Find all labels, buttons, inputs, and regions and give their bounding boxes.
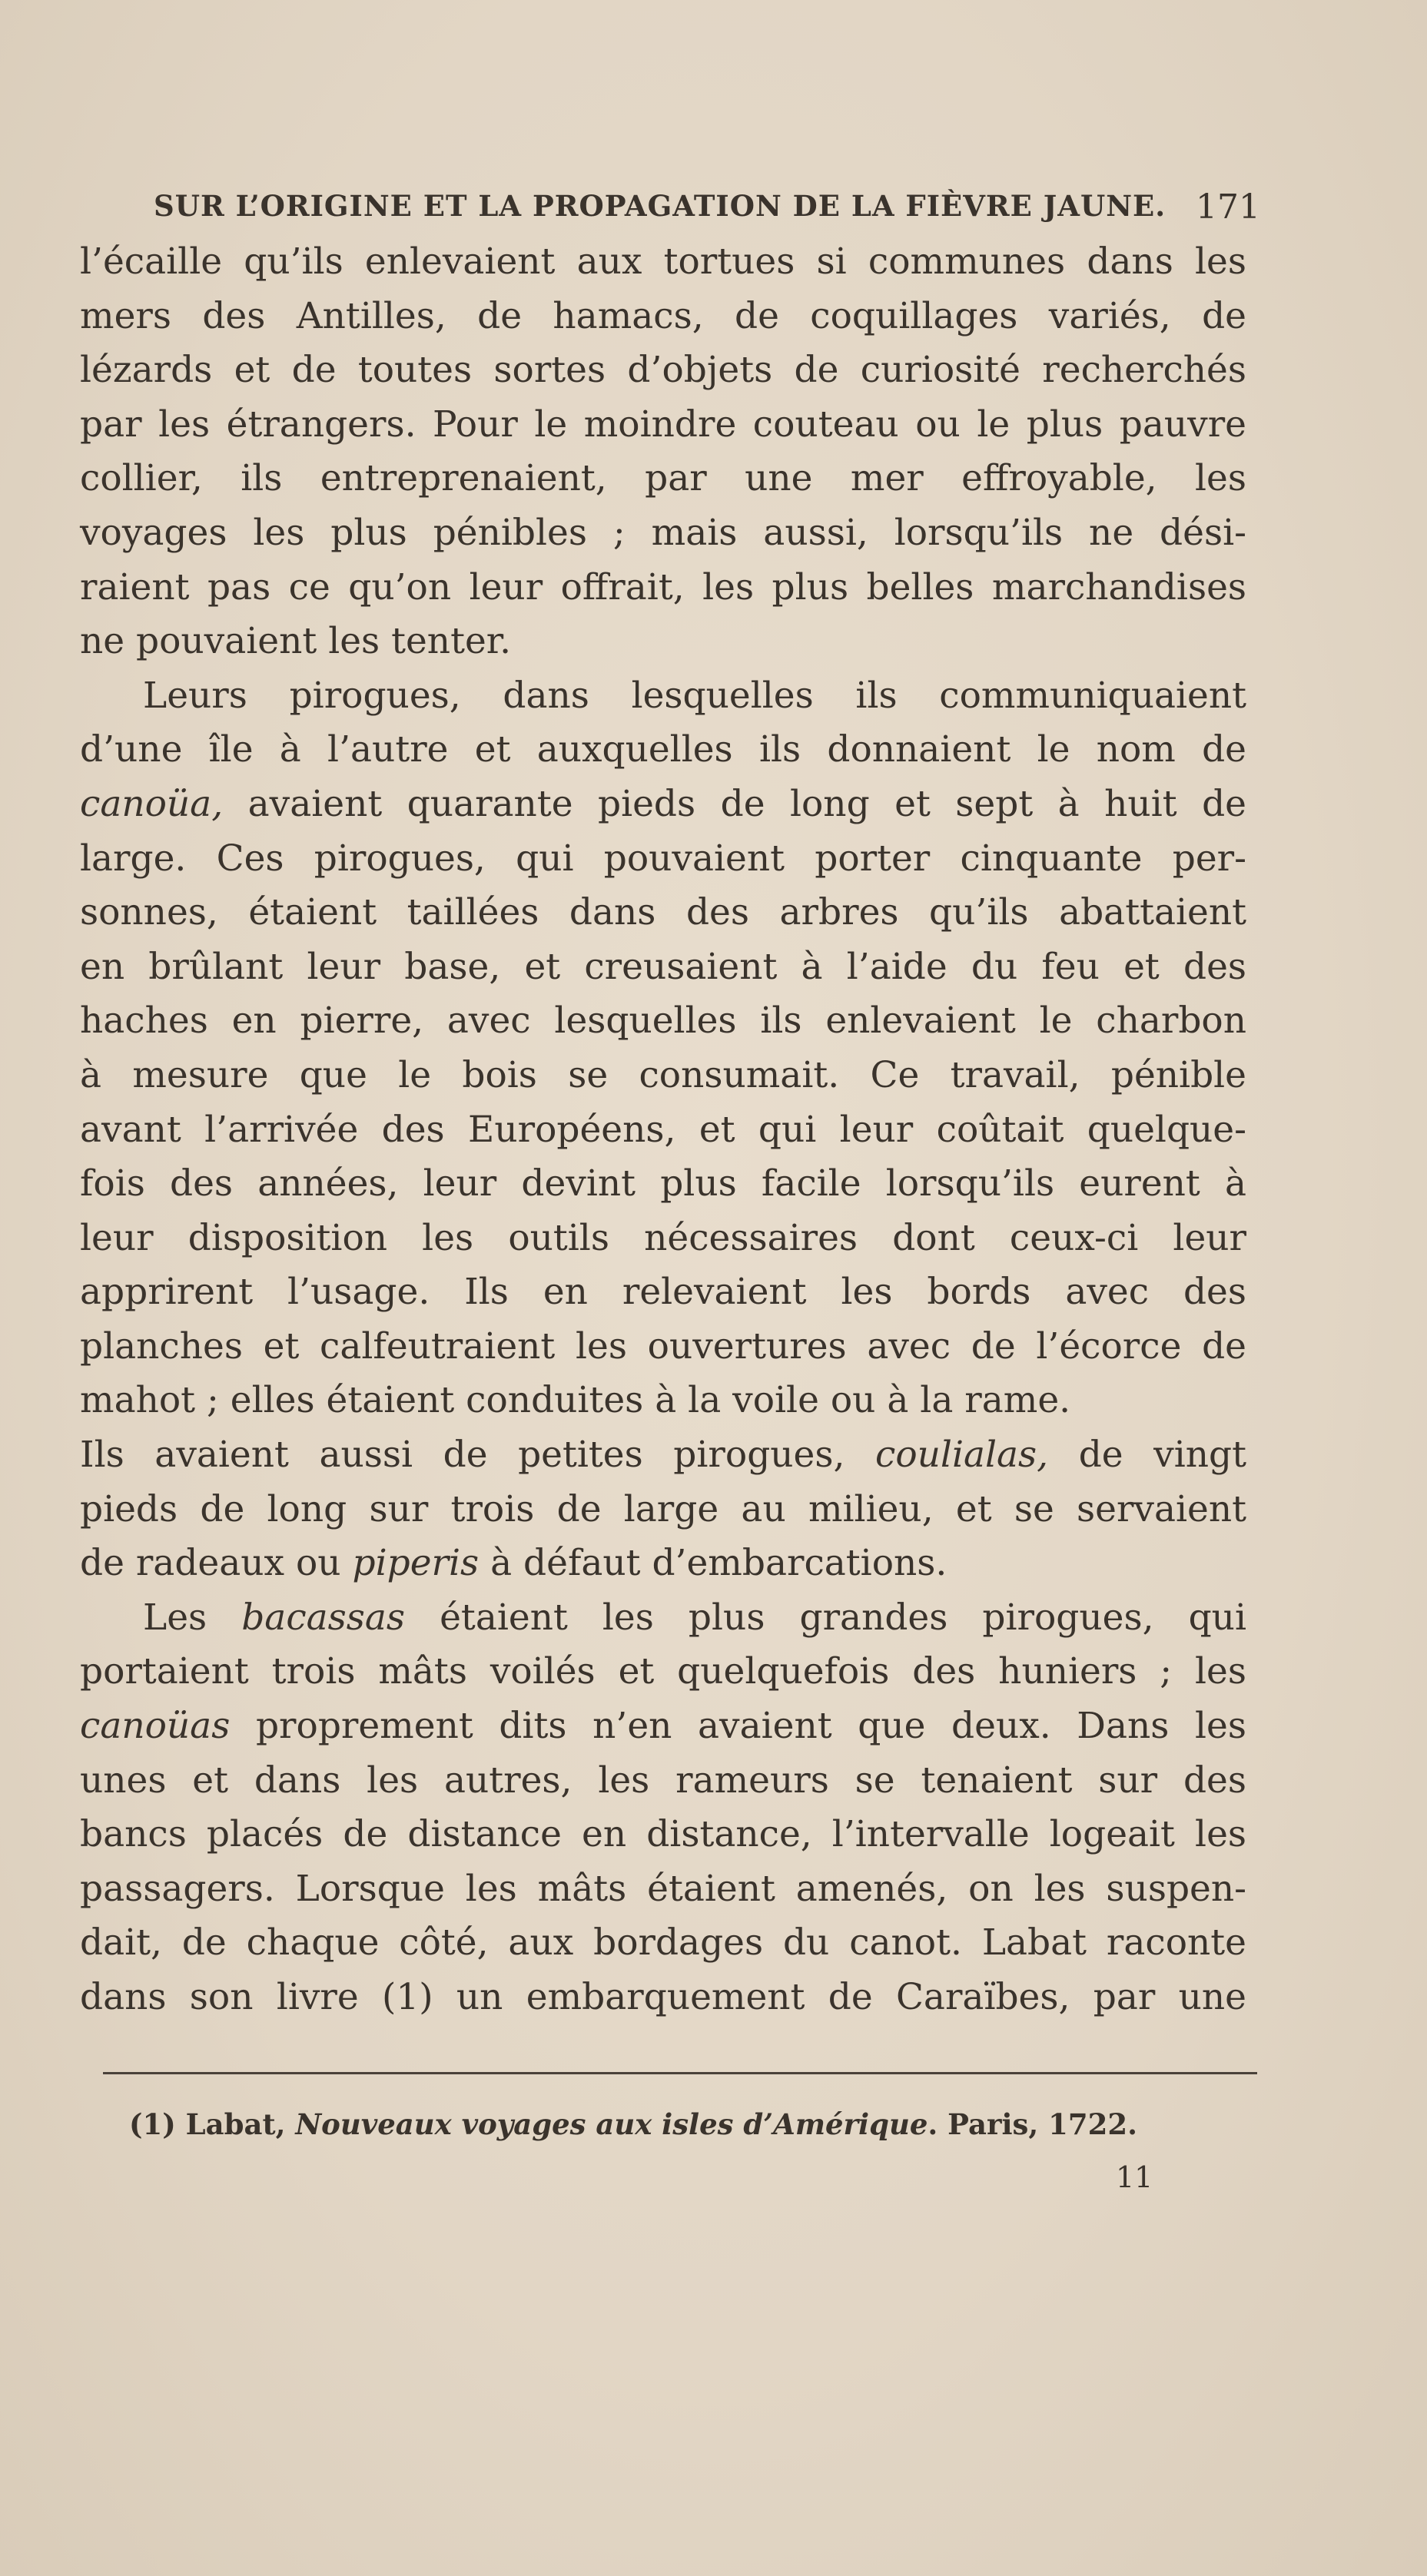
footnote <box>129 2107 1137 2141</box>
signature-mark: 11 <box>1116 2160 1153 2194</box>
footnote-prefix: (1) Labat, <box>129 2107 296 2141</box>
text-line: pieds de long sur trois de large au milieu, et se servaient <box>80 1487 1246 1530</box>
text-line: avant l’arrivée des Européens, et qui leur coûtait quelque- <box>80 1108 1246 1151</box>
text-line: passagers. Lorsque les mâts étaient amenés, on les suspen- <box>80 1867 1246 1910</box>
text-line: Leurs pirogues, dans lesquelles ils communiquaient <box>143 674 1246 717</box>
text-line: planches et calfeutraient les ouvertures avec de l’écorce de <box>80 1324 1246 1368</box>
italic-term: bacassas <box>241 1596 406 1639</box>
text-line: sonnes, étaient taillées dans des arbres qu’ils abattaient <box>80 891 1246 934</box>
italic-term: canoüa, <box>80 782 224 825</box>
footnote-rule <box>103 2072 1257 2074</box>
text-fragment: de radeaux ou <box>80 1542 341 1585</box>
running-head: SUR L’ORIGINE ET LA PROPAGATION DE LA FIÈVRE JAUNE. <box>154 189 1166 223</box>
footnote-suffix: . Paris, 1722. <box>928 2107 1137 2141</box>
text-line: en brûlant leur base, et creusaient à l’aide du feu et des <box>80 945 1246 988</box>
text-line: d’une île à l’autre et auxquelles ils donnaient le nom de <box>80 728 1246 771</box>
text-fragment: de vingt <box>1048 1434 1247 1477</box>
text-line: mers des Antilles, de hamacs, de coquillages variés, de <box>80 294 1246 337</box>
text-line <box>80 777 1246 832</box>
text-line: par les étrangers. Pour le moindre couteau ou le plus pauvre <box>80 403 1246 446</box>
text-line: ne pouvaient les tenter. <box>80 620 512 663</box>
text-line: voyages les plus pénibles ; mais aussi, lorsqu’ils ne dési- <box>80 511 1246 554</box>
text-line: lézards et de toutes sortes d’objets de curiosité recherchés <box>80 349 1246 392</box>
text-fragment: Les <box>143 1596 207 1639</box>
page-number: 171 <box>1196 187 1260 227</box>
text-line <box>80 1537 1246 1591</box>
italic-term: canoüas <box>80 1705 231 1748</box>
text-line: unes et dans les autres, les rameurs se tenaient sur des <box>80 1759 1246 1802</box>
text-line: collier, ils entreprenaient, par une mer effroyable, les <box>80 457 1246 500</box>
body-text <box>80 235 1246 2025</box>
text-line <box>80 1699 1246 1754</box>
text-line: dait, de chaque côté, aux bordages du canot. Labat raconte <box>80 1921 1246 1964</box>
text-line: fois des années, leur devint plus facile lorsqu’ils eurent à <box>80 1162 1246 1205</box>
text-line: à mesure que le bois se consumait. Ce travail, pénible <box>80 1053 1246 1096</box>
text-line: portaient trois mâts voilés et quelquefois des huniers ; les <box>80 1650 1246 1693</box>
text-line: leur disposition les outils nécessaires dont ceux-ci leur <box>80 1216 1246 1259</box>
text-line <box>80 1428 1246 1483</box>
italic-term: piperis <box>352 1542 480 1585</box>
text-fragment: à défaut d’embarcations. <box>479 1542 947 1585</box>
text-line <box>80 1591 1246 1646</box>
text-fragment: étaient les plus grandes pirogues, qui <box>405 1596 1246 1639</box>
text-line: haches en pierre, avec lesquelles ils enlevaient le charbon <box>80 1000 1246 1043</box>
text-line: dans son livre (1) un embarquement de Caraïbes, par une <box>80 1976 1246 2018</box>
text-fragment: Ils avaient aussi de petites pirogues, <box>80 1434 845 1477</box>
page-header <box>154 181 1260 235</box>
text-line: mahot ; elles étaient conduites à la voile ou à la rame. <box>80 1379 1071 1422</box>
italic-term: coulialas, <box>875 1434 1049 1477</box>
text-fragment: avaient quarante pieds de long et sept à huit de <box>223 782 1246 825</box>
text-line: l’écaille qu’ils enlevaient aux tortues si communes dans les <box>80 240 1246 283</box>
text-fragment: proprement dits n’en avaient que deux. Dans les <box>255 1705 1246 1748</box>
text-line: large. Ces pirogues, qui pouvaient porter cinquante per- <box>80 837 1246 880</box>
text-line: raient pas ce qu’on leur offrait, les plus belles marchandises <box>80 565 1246 608</box>
footnote-title: Nouveaux voyages aux isles d’Amérique <box>295 2107 928 2141</box>
text-line: apprirent l’usage. Ils en relevaient les bords avec des <box>80 1271 1246 1314</box>
text-line: bancs placés de distance en distance, l’intervalle logeait les <box>80 1813 1246 1856</box>
